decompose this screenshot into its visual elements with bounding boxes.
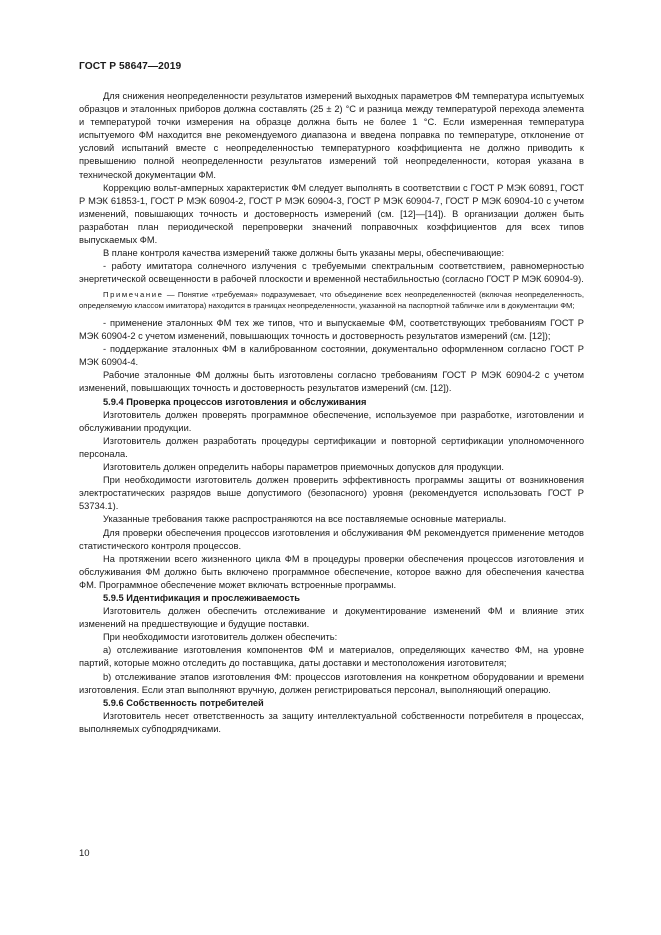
note-text: — Понятие «требуемая» подразумевает, что объединение всех неопределенностей (включая неопределенность, определяемую классом имитатора) находится в границах неопределенности, указанной на паспортной табличке или в документации ФМ; [79,290,584,311]
paragraph: Рабочие эталонные ФМ должны быть изготовлены согласно требованиям ГОСТ Р МЭК 60904-2 с учетом изменений, повышающих точность и достоверность результатов измерений (см. [12]). [79,370,584,394]
paragraph: Изготовитель должен обеспечить отслеживание и документирование изменений ФМ и влияние этих изменений на предшествующие и будущие поставки. [79,606,584,630]
paragraph: Указанные требования также распространяются на все поставляемые основные материалы. [103,514,507,525]
paragraph: В плане контроля качества измерений также должны быть указаны меры, обеспечивающие: [103,248,505,259]
document-header: ГОСТ Р 58647—2019 [79,61,182,72]
page-number: 10 [79,848,90,859]
note-label: Примечание [103,290,164,300]
section-heading-5-9-5: 5.9.5 Идентификация и прослеживаемость [103,592,301,603]
paragraph: Изготовитель должен проверять программное обеспечение, используемое при разработке, изготовлении и обслуживании продукции. [79,409,584,433]
section-heading-5-9-4: 5.9.4 Проверка процессов изготовления и обслуживания [103,396,367,407]
paragraph: При необходимости изготовитель должен обеспечить: [103,632,338,643]
paragraph: При необходимости изготовитель должен проверить эффективность программы защиты от возникновения электростатических разрядов выше допустимого (безопасного) уровня (рекомендуется использовать ГОСТ Р 53734.1). [79,475,584,512]
list-item: - работу имитатора солнечного излучения с требуемыми спектральным соответствием, равномерностью энергетической освещенности в рабочей плоскости и временной нестабильностью (согласно ГОСТ Р МЭК 60904-9). [79,261,584,285]
list-item: - применение эталонных ФМ тех же типов, что и выпускаемые ФМ, соответствующих требованиям ГОСТ Р МЭК 60904-2 с учетом изменений, повышающих точность и достоверность результатов измерений (см. [12]); [79,318,584,342]
section-heading-5-9-6: 5.9.6 Собственность потребителей [103,697,264,708]
list-item: - поддержание эталонных ФМ в калиброванном состоянии, документально оформленном согласно ГОСТ Р МЭК 60904-4. [79,344,584,368]
paragraph: Для проверки обеспечения процессов изготовления и обслуживания ФМ рекомендуется применение методов статистического контроля процессов. [79,527,584,551]
document-body [79,90,584,736]
paragraph: Изготовитель должен разработать процедуры сертификации и повторной сертификации уполномоченного персонала. [79,435,584,459]
paragraph: Изготовитель должен определить наборы параметров приемочных допусков для продукции. [103,462,505,473]
list-item: а) отслеживание изготовления компонентов ФМ и материалов, определяющих качество ФМ, на уровне партий, которые можно отследить до поставщика, даты доставки и местоположения изготовителя; [79,645,584,669]
list-item: b) отслеживание этапов изготовления ФМ: процессов изготовления на конкретном оборудовании и времени изготовления. Если этап выполняют вручную, должен регистрироваться персонал, выполняющий операцию. [79,671,584,695]
paragraph: На протяжении всего жизненного цикла ФМ в процедуры проверки обеспечения процессов изготовления и обслуживания ФМ должно быть включено программное обеспечение, которое важно для обеспечения качества ФМ. Программное обеспечение может включать встроенные программы. [79,553,584,590]
paragraph: Для снижения неопределенности результатов измерений выходных параметров ФМ температура испытуемых образцов и эталонных приборов должна составлять (25 ± 2) °С и разница между температурой перехода элемента и температурой точки измерения на образце должна быть не более 1 °С. Если измеренная температура испытуемого ФМ находится вне рекомендуемого диапазона и введена поправка по температуре, отклонение от условий испытаний вместе с неопределенностью температурного коэффициента не должно приводить к превышению полной неопределенности результатов измерений той неопределенности, которая указана в технической документации ФМ. [79,91,584,180]
paragraph: Изготовитель несет ответственность за защиту интеллектуальной собственности потребителя в процессах, выполняемых субподрядчиками. [79,710,584,734]
paragraph: Коррекцию вольт-амперных характеристик ФМ следует выполнять в соответствии с ГОСТ Р МЭК 60891, ГОСТ Р МЭК 61853-1, ГОСТ Р МЭК 60904-2, ГОСТ Р МЭК 60904-3, ГОСТ Р МЭК 60904-7, ГОСТ Р МЭК 60904-10 с учетом изменений, повышающих точность и достоверность измерений (см. [12]—[14]). В организации должен быть разработан план периодической перепроверки значений поправочных коэффициентов для всех типов выпускаемых ФМ. [79,182,584,246]
note [79,290,584,312]
